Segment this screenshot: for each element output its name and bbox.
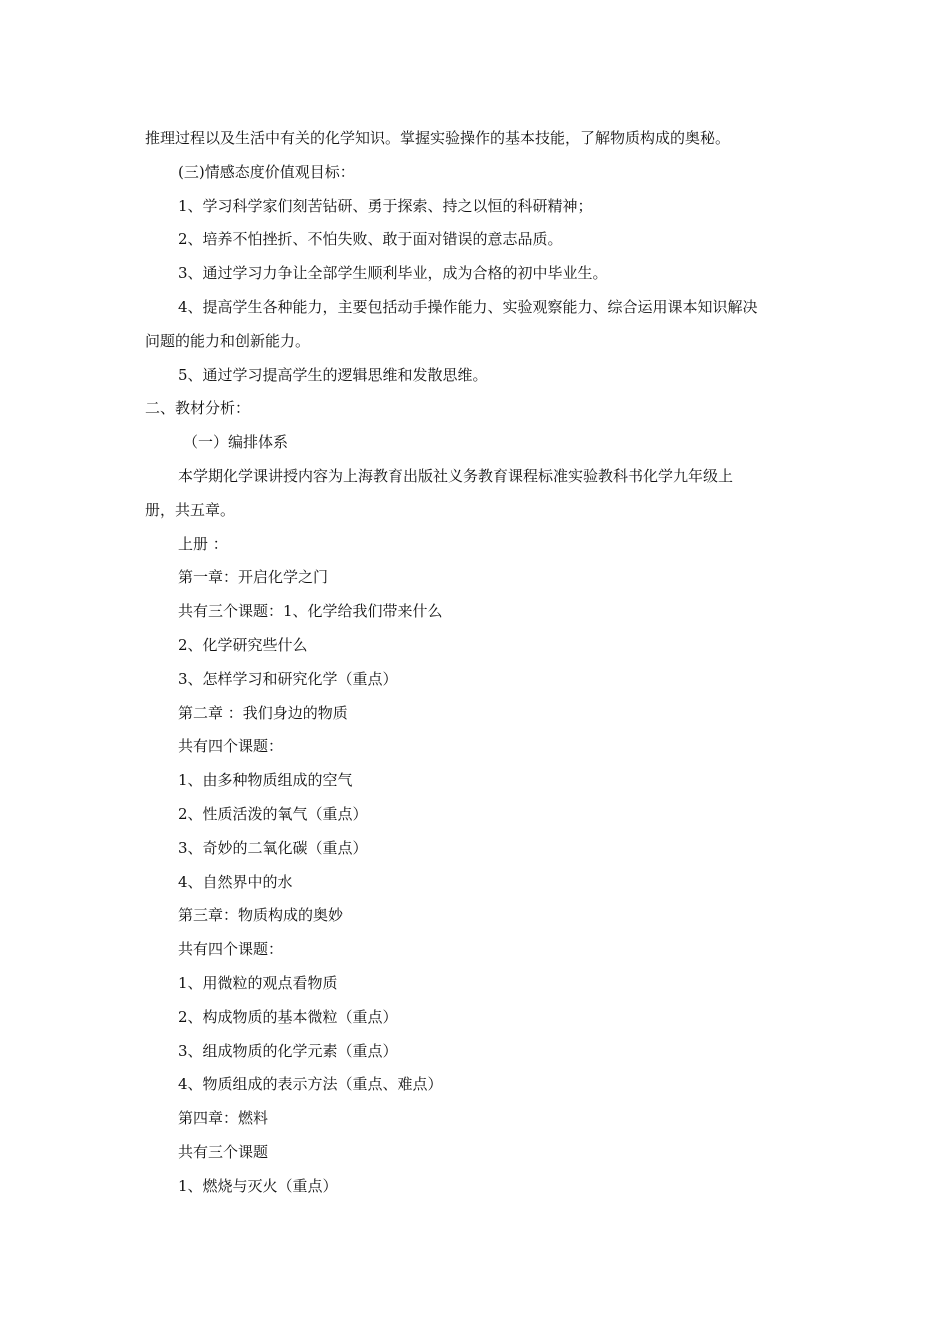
list-item: 4、物质组成的表示方法（重点、难点）: [178, 1075, 443, 1094]
list-item: 1、学习科学家们刻苦钻研、勇于探索、持之以恒的科研精神；: [178, 196, 593, 215]
subsection-heading: （一）编排体系: [183, 433, 289, 452]
list-item: 2、性质活泼的氧气（重点）: [178, 804, 368, 823]
list-item: 2、构成物质的基本微粒（重点）: [178, 1007, 398, 1026]
paragraph-line: 推理过程以及生活中有关的化学知识。掌握实验操作的基本技能，了解物质构成的奥秘。: [145, 129, 731, 147]
list-item: 1、用微粒的观点看物质: [178, 973, 338, 992]
list-item: 4、提高学生各种能力，主要包括动手操作能力、实验观察能力、综合运用课本知识解决: [178, 297, 758, 316]
list-item: 共有四个课题：: [178, 940, 284, 959]
list-item: 共有四个课题：: [178, 737, 284, 756]
list-item: 3、奇妙的二氧化碳（重点）: [178, 838, 368, 857]
paragraph-line: 本学期化学课讲授内容为上海教育出版社义务教育课程标准实验教科书化学九年级上: [178, 466, 734, 485]
list-item: 共有三个课题: [178, 1142, 269, 1161]
volume-label: 上册 ：: [178, 534, 228, 553]
list-item: 4、自然界中的水: [178, 872, 293, 891]
section-heading: (三)情感态度价值观目标：: [178, 162, 355, 181]
list-item: 共有三个课题：1、化学给我们带来什么: [178, 602, 443, 621]
list-item: 3、怎样学习和研究化学（重点）: [178, 669, 398, 688]
chapter-title: 第三章：物质构成的奥妙: [178, 906, 344, 925]
list-item: 2、化学研究些什么: [178, 635, 308, 654]
document-body: [145, 122, 815, 1204]
list-item: 3、组成物质的化学元素（重点）: [178, 1041, 398, 1060]
chapter-title: 第四章：燃料: [178, 1109, 269, 1128]
list-item: 1、燃烧与灭火（重点）: [178, 1176, 338, 1195]
paragraph-line: 问题的能力和创新能力。: [145, 331, 311, 350]
list-item: 1、由多种物质组成的空气: [178, 771, 353, 790]
list-item: 2、培养不怕挫折、不怕失败、敢于面对错误的意志品质。: [178, 230, 563, 249]
list-item: 3、通过学习力争让全部学生顺利毕业，成为合格的初中毕业生。: [178, 264, 608, 283]
paragraph-line: 册，共五章。: [145, 500, 236, 519]
chapter-title: 第二章 ：我们身边的物质: [178, 703, 348, 722]
section-heading: 二、教材分析：: [145, 399, 251, 418]
chapter-title: 第一章：开启化学之门: [178, 568, 329, 587]
list-item: 5、通过学习提高学生的逻辑思维和发散思维。: [178, 365, 488, 384]
